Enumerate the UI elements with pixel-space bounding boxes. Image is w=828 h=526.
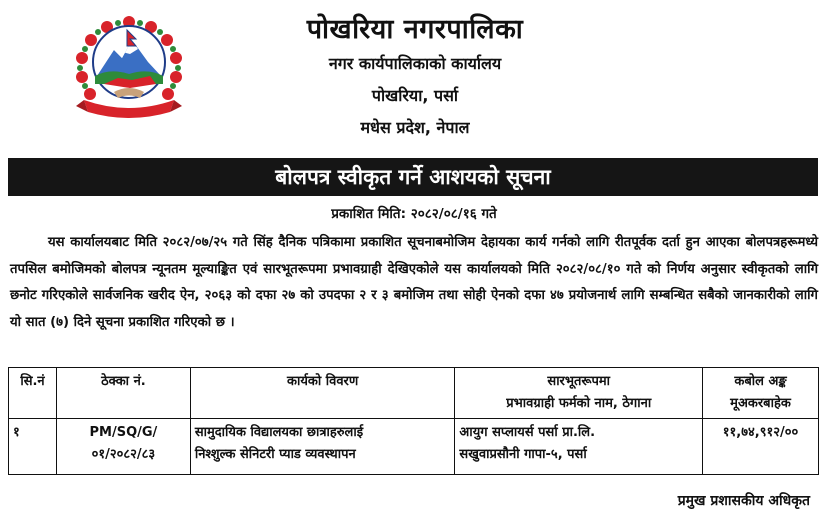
header-contract-no: ठेक्का नं.	[56, 368, 190, 419]
header-sn: सि.नं	[9, 368, 57, 419]
header-description: कार्यको विवरण	[190, 368, 455, 419]
municipality-name: पोखरिया नगरपालिका	[306, 14, 524, 45]
firm-address: सखुवाप्रसौनी गापा-५, पर्सा	[459, 447, 587, 462]
description-line2: निश्शुल्क सेनिटरी प्याड व्यवस्थापन	[194, 447, 356, 462]
header-amount-line1: कबोल अङ्क	[734, 374, 787, 389]
contract-no-line1: PM/SQ/G/	[89, 425, 158, 440]
header-firm-line2: प्रभावग्राही फर्मको नाम, ठेगाना	[506, 396, 652, 411]
description-line1: सामुदायिक विद्यालयका छात्राहरुलाई	[194, 425, 364, 440]
cell-firm	[455, 419, 703, 475]
office-header	[200, 12, 630, 144]
cell-contract-no	[56, 419, 190, 475]
notice-title-banner: बोलपत्र स्वीकृत गर्ने आशयको सूचना	[8, 158, 818, 196]
contract-no-line2: ०१/२०८२/८३	[91, 447, 156, 462]
header-amount-line2: मूअकरबाहेक	[730, 396, 791, 411]
table-row	[9, 419, 819, 475]
cell-amount: ११,७४,९१२/००	[703, 419, 819, 475]
table-header-row	[9, 368, 819, 419]
tender-table	[8, 367, 819, 475]
notice-body: यस कार्यालयबाट मिति २०८२/०७/२५ गते सिंह दैनिक पत्रिकामा प्रकाशित सूचनाबमोजिम देहायका कार्य गर्नको लागि रीतपूर्वक दर्ता हुन आएका बोलपत्रहरूमध्ये तपसिल बमोजिमको बोलपत्र न्यूनतम मूल्याङ्कित एवं सारभूतरूपमा प्रभावग्राही देखिएकोले यस कार्यालयको मिति २०८२/०८/१० गते को निर्णय अनुसार स्वीकृतको लागि छनोट गरिएकोले सार्वजनिक खरीद ऐन, २०६३ को दफा २७ को उपदफा २ र ३ बमोजिम तथा सोही ऐनको दफा ४७ प्रयोजनार्थ लागि सम्बन्धित सबैको जानकारीको लागि यो सात (७) दिने सूचना प्रकाशित गरिएको छ ।	[10, 235, 818, 330]
office-name: नगर कार्यपालिकाको कार्यालय	[328, 54, 502, 73]
header-firm	[455, 368, 703, 419]
header-firm-line1: सारभूतरूपमा	[547, 374, 611, 389]
firm-name: आयुग सप्लायर्स पर्सा प्रा.लि.	[459, 425, 596, 440]
office-province: मधेस प्रदेश, नेपाल	[360, 118, 470, 137]
office-location: पोखरिया, पर्सा	[371, 86, 459, 105]
publish-date: प्रकाशित मिति: २०८२/०८/१६ गते	[331, 206, 497, 222]
cell-sn: १	[9, 419, 57, 475]
nepal-government-emblem-icon	[70, 12, 188, 122]
cell-description	[190, 419, 455, 475]
signatory-title: प्रमुख प्रशासकीय अधिकृत	[677, 493, 810, 509]
header-amount	[703, 368, 819, 419]
